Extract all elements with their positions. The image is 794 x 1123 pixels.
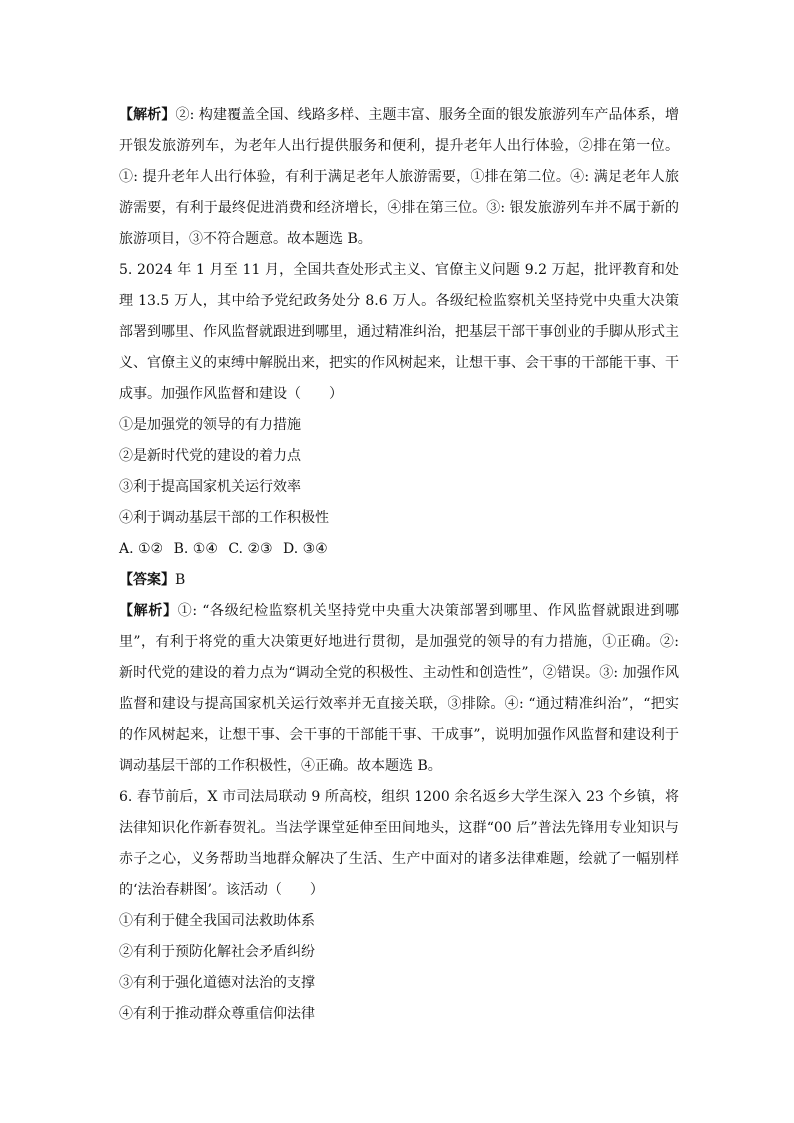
question-5-item-1: ①是加强党的领导的有力措施	[119, 417, 301, 433]
answer-tag: 【答案】	[119, 572, 175, 588]
question-5-item-3: ③利于提高国家机关运行效率	[119, 479, 301, 495]
option-b: B. ①④	[173, 541, 218, 557]
document-page	[119, 100, 679, 1030]
question-5-options	[119, 534, 679, 565]
option-d: D. ③④	[283, 541, 328, 557]
analysis-tag: 【解析】	[119, 603, 178, 619]
question-6-item-4: ④有利于推动群众尊重信仰法律	[119, 1006, 315, 1022]
question-5-stem: 5. 2024 年 1 月至 11 月，全国共查处形式主义、官僚主义问题 9.2 万起，批评教育和处理 13.5 万人，其中给予党纪政务处分 8.6 万人。各级纪检监察机关坚持党中央重大决策部署到哪里、作风监督就跟进到哪里，通过精准纠治，把基层干部干事创业的手脚从形式主义、官僚主义的束缚中解脱出来，把实的作风树起来，让想干事、会干事的干部能干事、干成事。加强作风监督和建设（ ）	[119, 262, 679, 402]
analysis-paragraph-2	[119, 596, 679, 782]
question-5-item-2: ②是新时代党的建设的着力点	[119, 448, 301, 464]
analysis-paragraph-1	[119, 100, 679, 255]
analysis-text: ①: “各级纪检监察机关坚持党中央重大决策部署到哪里、作风监督就跟进到哪里”，有利于将党的重大决策更好地进行贯彻，是加强党的领导的有力措施，①正确。②: 新时代党的建设的着力点为“调动全党的积极性、主动性和创造性”，②错误。③: 加强作风监督和建设与提高国家机关运行效率并无直接关联，③排除。④: “通过精准纠治”，“把实的作风树起来，让想干事、会干事的干部能干事、干成事”，说明加强作风监督和建设利于调动基层干部的工作积极性，④正确。故本题选 B。	[119, 603, 679, 774]
question-5-answer	[119, 565, 679, 596]
analysis-text: ②: 构建覆盖全国、线路多样、主题丰富、服务全面的银发旅游列车产品体系，增开银发旅游列车，为老年人出行提供服务和便利，提升老年人出行体验，②排在第一位。①: 提升老年人出行体验，有利于满足老年人旅游需要，①排在第二位。④: 满足老年人旅游需要，有利于最终促进消费和经济增长，④排在第三位。③: 银发旅游列车并不属于新的旅游项目，③不符合题意。故本题选 B。	[119, 107, 679, 247]
answer-value: B	[175, 572, 186, 588]
question-5-item-4: ④利于调动基层干部的工作积极性	[119, 510, 329, 526]
question-6-item-2: ②有利于预防化解社会矛盾纠纷	[119, 944, 315, 960]
question-6-item-1: ①有利于健全我国司法救助体系	[119, 913, 315, 929]
analysis-tag: 【解析】	[119, 107, 176, 123]
question-6-item-3: ③有利于强化道德对法治的支撑	[119, 975, 315, 991]
option-c: C. ②③	[228, 541, 273, 557]
option-a: A. ①②	[119, 541, 164, 557]
question-6-stem: 6. 春节前后，X 市司法局联动 9 所高校，组织 1200 余名返乡大学生深入 23 个乡镇，将法律知识化作新春贺礼。当法学课堂延伸至田间地头，这群“00 后”普法先锋用专业知识与赤子之心，义务帮助当地群众解决了生活、生产中面对的诸多法律难题，绘就了一幅别样的‘法治春耕图’。该活动（ ）	[119, 789, 679, 898]
